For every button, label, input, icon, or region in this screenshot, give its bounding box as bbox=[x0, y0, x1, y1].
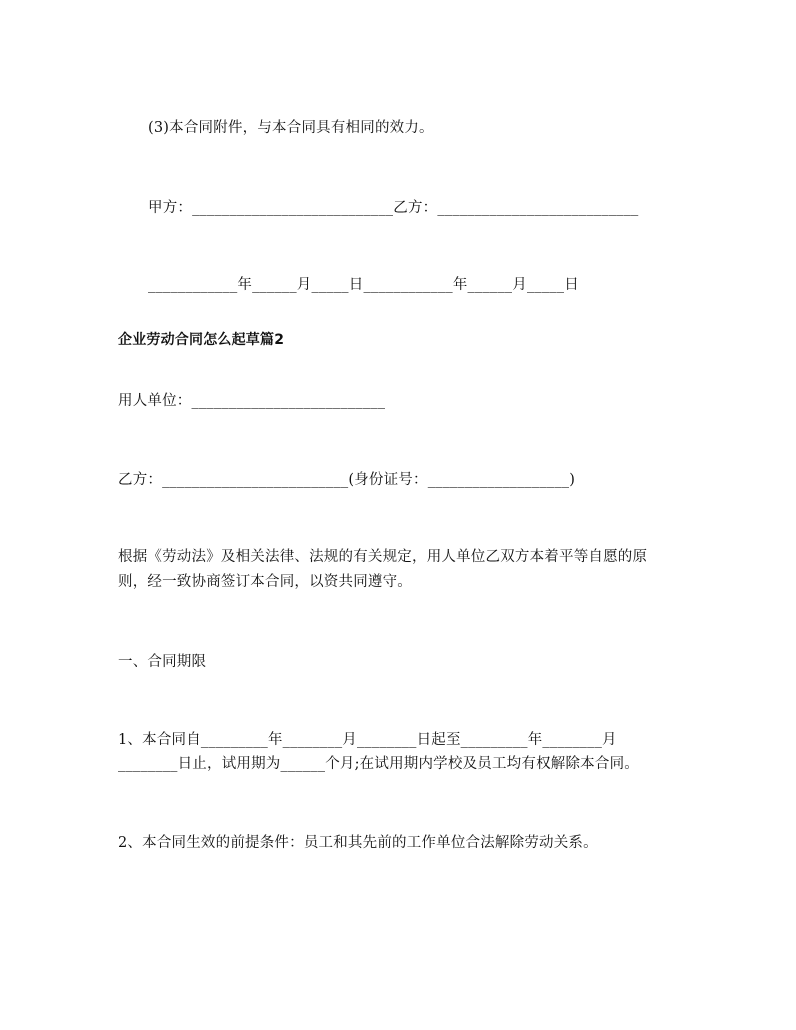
signature-line: 甲方：___________________________乙方：___________________________ bbox=[148, 200, 639, 216]
clause-1-line-1: 1、本合同自_________年________月________日起至_________年________月 bbox=[118, 732, 617, 748]
date-line: ____________年______月_____日____________年______月_____日 bbox=[148, 277, 579, 293]
intro-line-1: 根据《劳动法》及相关法律、法规的有关规定，用人单位乙双方本着平等自愿的原 bbox=[118, 549, 648, 565]
party-b-line: 乙方：_________________________(身份证号：___________________) bbox=[118, 472, 576, 488]
chapter-one-title: 一、合同期限 bbox=[118, 654, 207, 670]
clause-1-line-2: ________日止，试用期为______个月;在试用期内学校及员工均有权解除本合同。 bbox=[118, 756, 639, 772]
employer-line: 用人单位：__________________________ bbox=[118, 393, 386, 409]
intro-line-2: 则，经一致协商签订本合同，以资共同遵守。 bbox=[118, 574, 412, 590]
clause-2: 2、本合同生效的前提条件：员工和其先前的工作单位合法解除劳动关系。 bbox=[118, 835, 598, 851]
section-title: 企业劳动合同怎么起草篇2 bbox=[118, 332, 285, 348]
annex-clause: (3)本合同附件，与本合同具有相同的效力。 bbox=[148, 120, 434, 136]
